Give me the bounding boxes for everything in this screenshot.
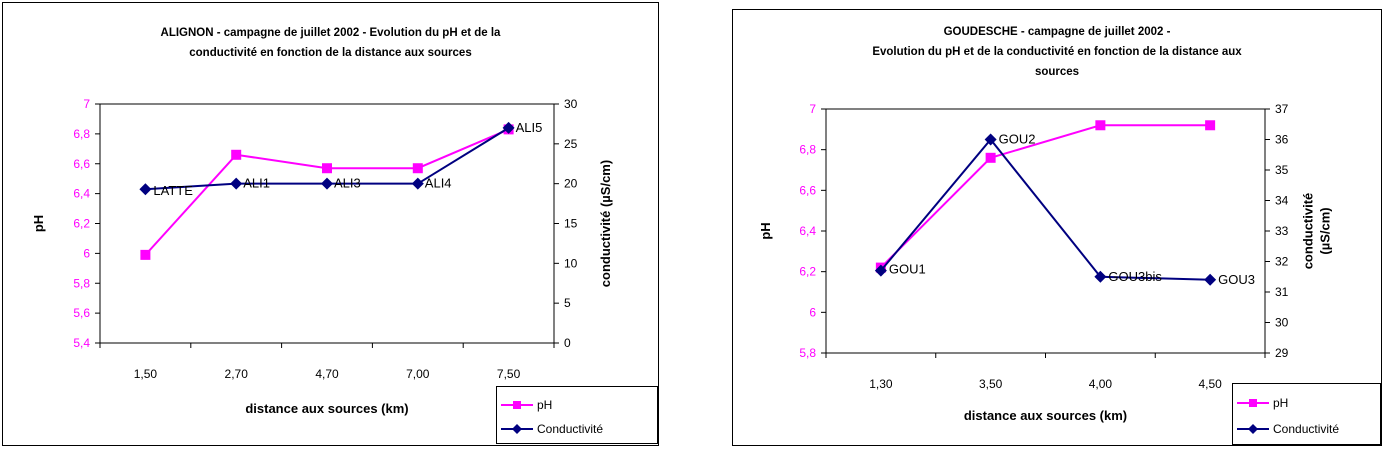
y2-axis-title-line: conductivité — [1300, 192, 1316, 270]
legend-item-ph — [1233, 393, 1380, 413]
chart-title-line: GOUDESCHE - campagne de juillet 2002 - — [943, 26, 1171, 38]
y-tick-label: 7 — [83, 97, 90, 111]
point-label: GOU3 — [1218, 271, 1255, 287]
y-tick-label: 5,4 — [73, 336, 90, 350]
data-point-ph — [986, 153, 996, 163]
y-tick-label: 5,8 — [73, 276, 90, 291]
x-axis-title: distance aux sources (km) — [963, 408, 1128, 423]
legend-item-ph — [497, 395, 657, 415]
y2-tick-label: 29 — [1275, 346, 1289, 360]
chart-title-line: Evolution du pH et de la conductivité en fonction de la distance aux — [872, 46, 1242, 58]
y-tick-label: 5,8 — [799, 346, 816, 360]
y-tick-label: 6 — [809, 305, 816, 320]
data-point-ph — [231, 150, 241, 160]
legend-label: pH — [1273, 396, 1289, 410]
y2-tick-label: 10 — [564, 256, 578, 271]
y2-tick-label: 30 — [564, 97, 578, 111]
x-axis-title: distance aux sources (km) — [245, 401, 409, 416]
chart-title-line: sources — [1034, 66, 1080, 78]
y2-tick-label: 15 — [564, 216, 578, 231]
x-tick-label: 2,70 — [224, 367, 248, 381]
x-tick-label: 1,50 — [133, 367, 158, 381]
y-axis-title: pH — [31, 214, 46, 233]
y-tick-label: 6,6 — [799, 183, 816, 198]
point-label: LATTE — [153, 183, 193, 199]
chart-panel-alignon — [2, 2, 659, 446]
series-line-conductivite — [881, 140, 1210, 280]
data-point-ph — [140, 250, 150, 260]
data-point-ph — [1205, 120, 1215, 130]
legend-label: Conductivité — [1273, 422, 1340, 436]
y2-tick-label: 5 — [564, 296, 571, 311]
chart-title-line: ALIGNON - campagne de juillet 2002 - Evolution du pH et de la — [160, 27, 501, 39]
y2-tick-label: 20 — [564, 176, 578, 191]
series-line-ph — [881, 125, 1210, 267]
x-tick-label: 1,30 — [869, 377, 893, 391]
y2-tick-label: 32 — [1275, 254, 1289, 269]
point-label: ALI1 — [243, 175, 270, 191]
legend — [496, 386, 658, 444]
x-tick-label: 7,50 — [496, 367, 521, 381]
legend-label: Conductivité — [537, 422, 604, 436]
y2-axis-title-line: (µS/cm) — [1317, 207, 1333, 255]
legend-label: pH — [537, 398, 553, 412]
point-label: ALI4 — [424, 175, 452, 191]
y2-axis-title: conductivité (µS/cm) — [598, 159, 613, 288]
y-axis-title: pH — [758, 222, 773, 240]
y2-tick-label: 34 — [1275, 193, 1289, 208]
series-line-ph — [145, 129, 508, 254]
point-label: GOU3bis — [1108, 268, 1162, 284]
y2-tick-label: 30 — [1275, 315, 1289, 330]
y-tick-label: 7 — [809, 102, 816, 116]
x-tick-label: 4,50 — [1198, 377, 1222, 391]
chart-svg-alignon — [3, 3, 660, 447]
data-point-ph — [1095, 120, 1105, 130]
x-tick-label: 4,70 — [315, 367, 339, 381]
y2-tick-label: 37 — [1275, 102, 1289, 116]
point-label: GOU2 — [998, 131, 1036, 147]
y2-tick-label: 25 — [564, 136, 578, 151]
data-point-conductivite — [412, 178, 424, 190]
y-tick-label: 6,4 — [799, 224, 816, 238]
y-tick-label: 6,8 — [73, 126, 90, 141]
chart-title-line: conductivité en fonction de la distance aux sources — [189, 47, 472, 59]
legend — [1232, 383, 1381, 445]
y2-tick-label: 35 — [1275, 163, 1289, 177]
y-tick-label: 6,4 — [73, 186, 90, 201]
point-label: ALI3 — [334, 175, 361, 191]
y2-tick-label: 0 — [564, 336, 571, 350]
y-tick-label: 6,6 — [73, 156, 90, 171]
data-point-conductivite — [1204, 274, 1216, 286]
chart-svg-goudesche — [733, 10, 1383, 447]
x-tick-label: 3,50 — [978, 377, 1003, 391]
y-tick-label: 5,6 — [73, 306, 90, 321]
data-point-ph — [413, 163, 423, 173]
data-point-conductivite — [230, 178, 242, 190]
y2-tick-label: 33 — [1275, 224, 1289, 238]
y-tick-label: 6 — [83, 246, 90, 261]
data-point-conductivite — [139, 183, 151, 195]
legend-item-conductivite — [1233, 419, 1380, 439]
legend-item-conductivite — [497, 419, 657, 439]
y-tick-label: 6,2 — [73, 216, 90, 231]
chart-panel-goudesche — [732, 9, 1382, 446]
point-label: GOU1 — [888, 261, 926, 277]
x-tick-label: 4,00 — [1088, 377, 1113, 391]
y2-tick-label: 31 — [1275, 285, 1289, 299]
x-tick-label: 7,00 — [406, 367, 430, 381]
point-label: ALI5 — [515, 119, 543, 135]
data-point-conductivite — [321, 178, 333, 190]
data-point-ph — [322, 163, 332, 173]
y-tick-label: 6,2 — [799, 264, 816, 279]
y-tick-label: 6,8 — [799, 142, 816, 157]
y2-tick-label: 36 — [1275, 132, 1289, 147]
